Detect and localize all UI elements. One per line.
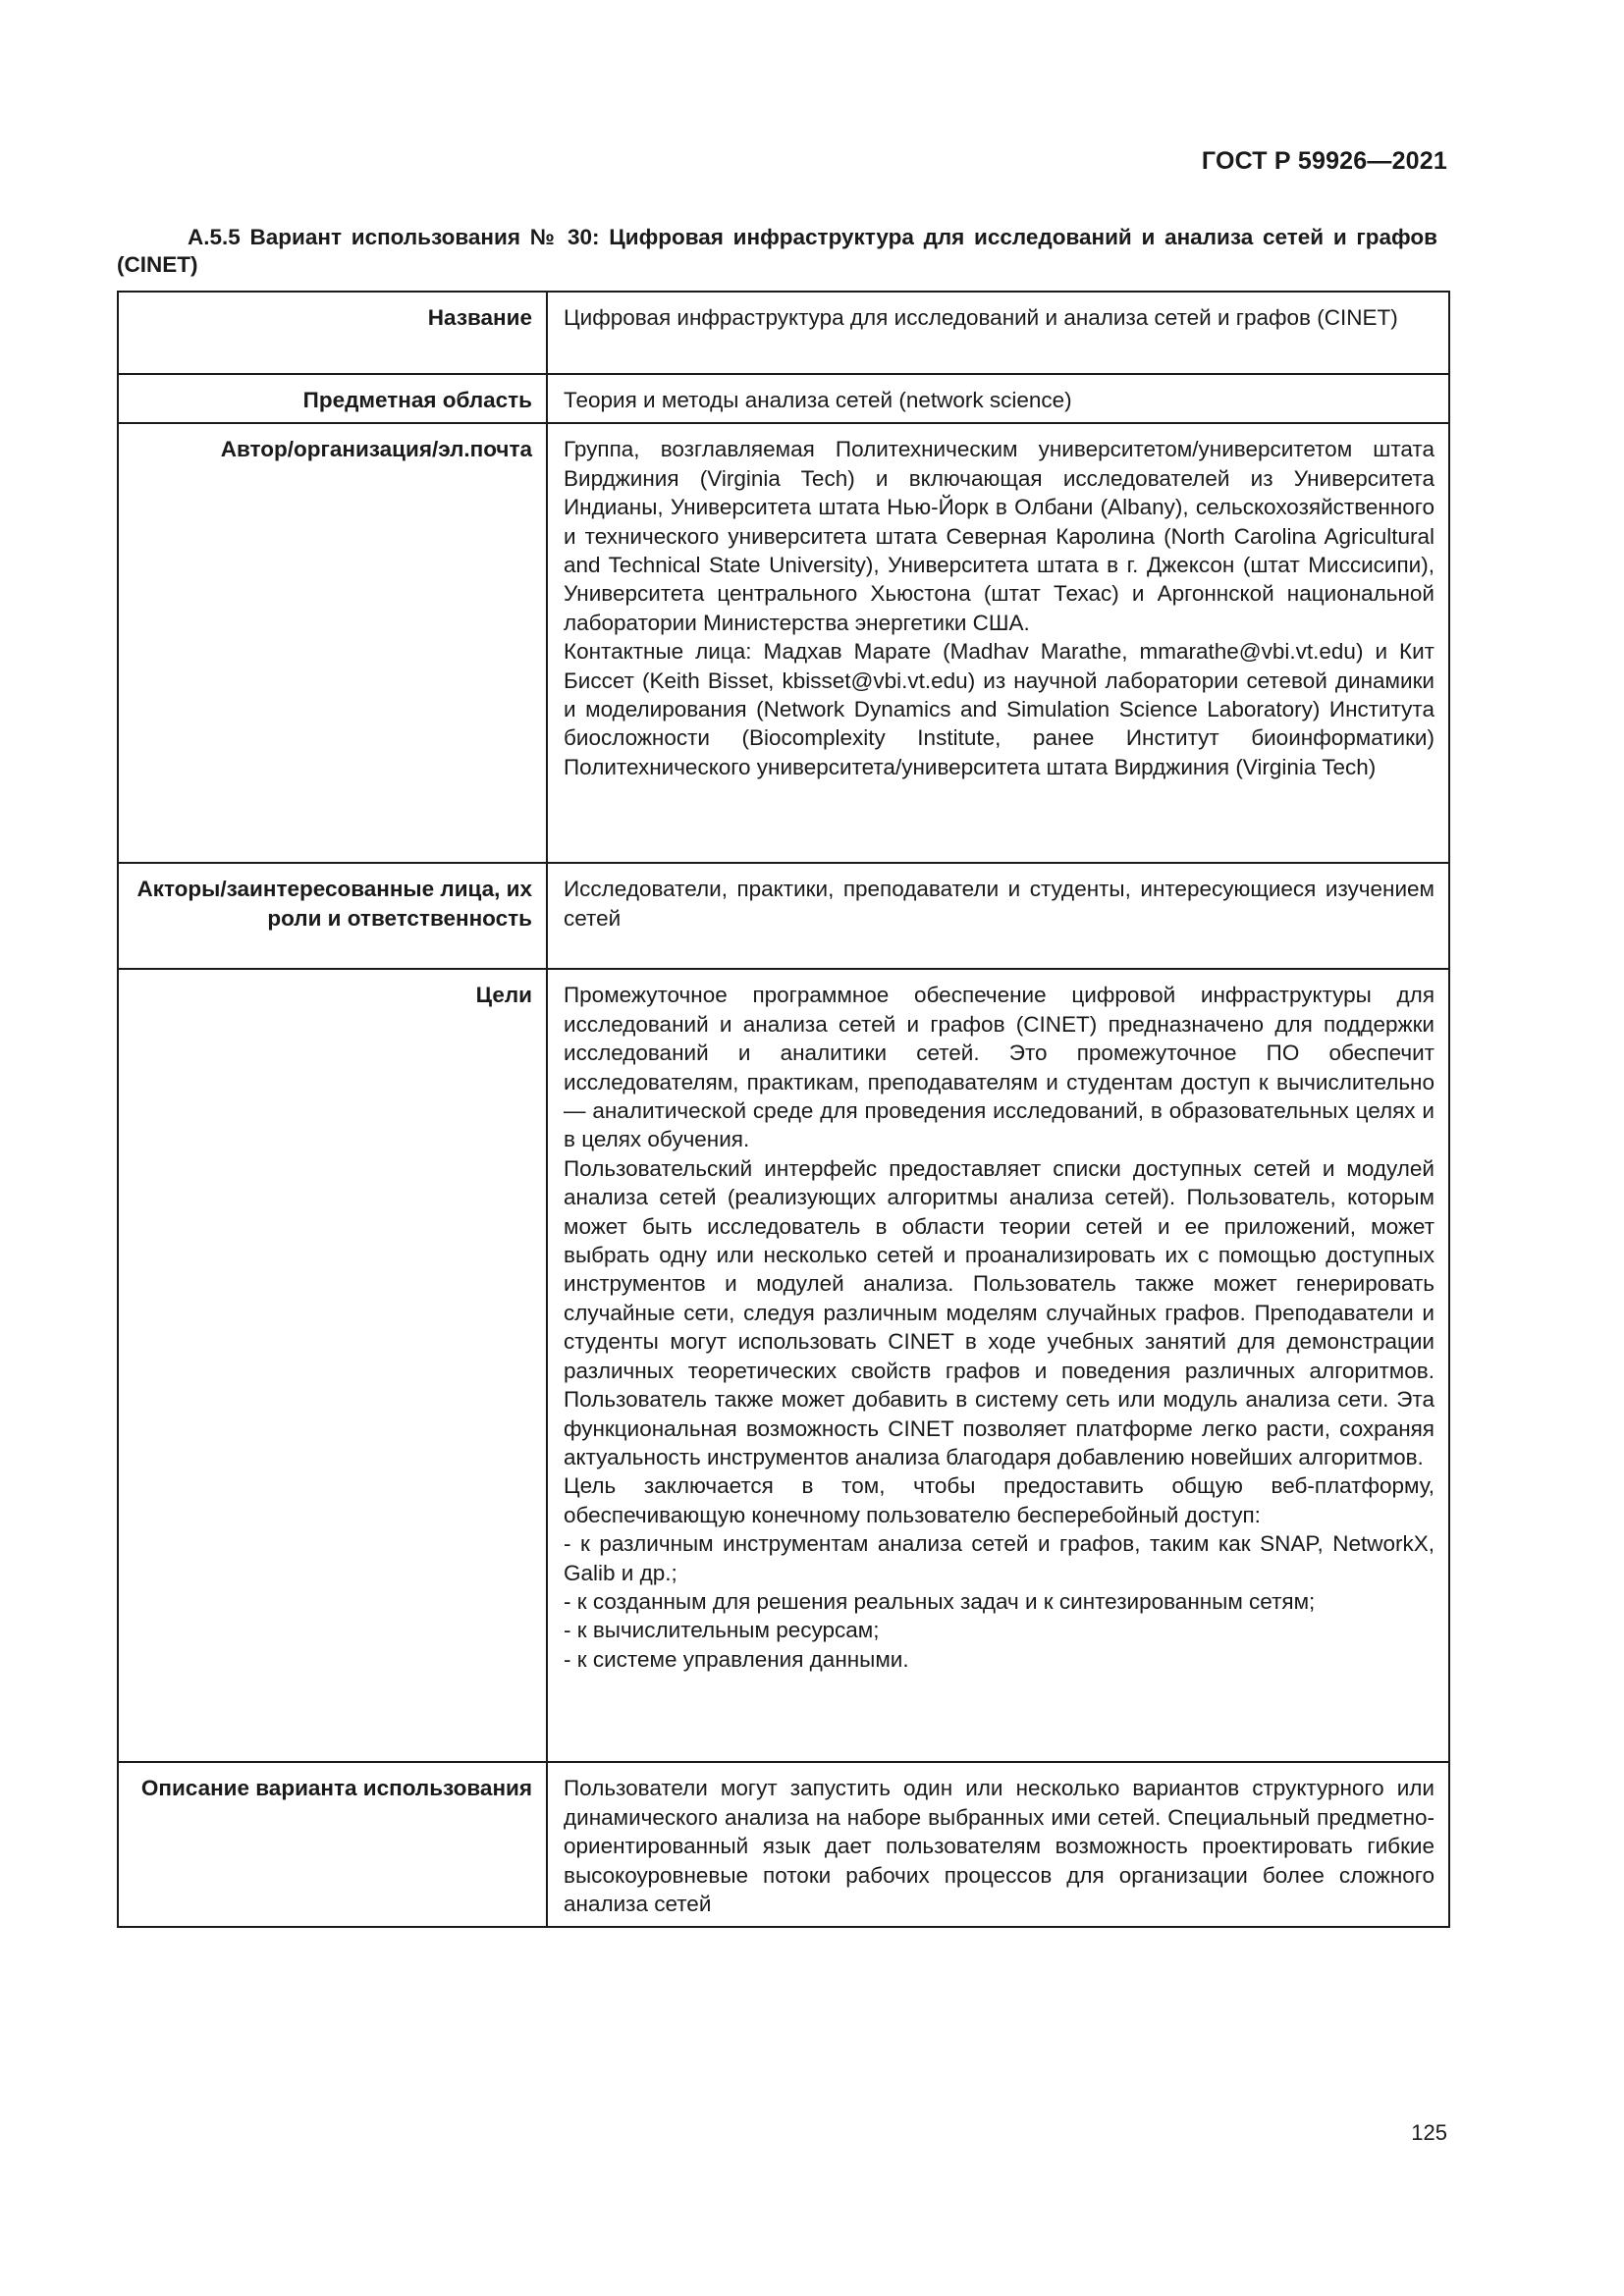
row-paragraph: Цифровая инфраструктура для исследований и анализа сетей и графов (CINET) [564, 305, 1398, 330]
row-paragraph: Группа, возглавляемая Политехническим университетом/университетом штата Вирджиния (Virginia Tech) и включающая исследователей из Университета Индианы, Университета штата Нью-Йорк в Олбани (Albany), сельскохозяйственного и технического университета штата Северная Каролина (North Carolina Agricultural and Technical State University), Университета штата в г. Джексон (штат Миссисипи), Университета центрального Хьюстона (штат Техас) и Аргоннской национальной лаборатории Министерства энергетики США. [564, 437, 1435, 635]
table-row-author [118, 423, 1449, 863]
section-heading: А.5.5 Вариант использования № 30: Цифровая инфраструктура для исследований и анализа сетей и графов (CINET) [117, 225, 1437, 277]
row-paragraph: Теория и методы анализа сетей (network science) [564, 388, 1072, 412]
row-label: Цели [118, 969, 547, 1762]
row-paragraph: Промежуточное программное обеспечение цифровой инфраструктуры для исследований и анализа сетей и графов (CINET) предназначено для поддержки исследований и аналитики сетей. Это промежуточное ПО обеспечит исследователям, практикам, преподавателям и студентам доступ к вычислительно — аналитической среде для проведения исследований, в образовательных целях и в целях обучения. [564, 983, 1435, 1152]
table-row-goals [118, 969, 1449, 1762]
table-row-description [118, 1762, 1449, 1927]
row-value [547, 969, 1449, 1762]
row-list-item: - к различным инструментам анализа сетей и графов, таким как SNAP, NetworkX, Galib и др.; [564, 1531, 1435, 1585]
page-number: 125 [1411, 2120, 1447, 2145]
row-paragraph: Пользовательский интерфейс предоставляет списки доступных сетей и модулей анализа сетей (реализующих алгоритмы анализа сетей). Пользователь, которым может быть исследователь в области теории сетей и ее приложений, может выбрать одну или несколько сетей и проанализировать их с помощью доступных инструментов и модулей анализа. Пользователь также может генерировать случайные сети, следуя различным моделям случайных графов. Преподаватели и студенты могут использовать CINET в ходе учебных занятий для демонстрации различных теоретических свойств графов и поведения различных алгоритмов. Пользователь также может добавить в систему сеть или модуль анализа сети. Эта функциональная возможность CINET позволяет платформе легко расти, сохраняя актуальность инструментов анализа благодаря добавлению новейших алгоритмов. [564, 1155, 1435, 1469]
table-row-subject-area [118, 374, 1449, 423]
row-list-item: - к системе управления данными. [564, 1646, 909, 1672]
row-label: Автор/организация/эл.почта [118, 423, 547, 863]
row-value [547, 423, 1449, 863]
row-label: Акторы/заинтересованные лица, их роли и ответственность [118, 863, 547, 969]
row-value [547, 863, 1449, 969]
row-value [547, 374, 1449, 423]
document-code: ГОСТ Р 59926—2021 [1201, 147, 1447, 175]
row-label: Предметная область [118, 374, 547, 423]
row-paragraph: Пользователи могут запустить один или несколько вариантов структурного или динамического анализа на наборе выбранных ими сетей. Специальный предметно-ориентированный язык дает пользователям возможность проектировать гибкие высокоуровневые потоки рабочих процессов для организации более сложного анализа сетей [564, 1776, 1435, 1917]
row-list-item: - к вычислительным ресурсам; [564, 1618, 880, 1643]
row-value [547, 292, 1449, 374]
table-row-name [118, 292, 1449, 374]
row-list-item: - к созданным для решения реальных задач и к синтезированным сетям; [564, 1588, 1316, 1614]
row-paragraph: Исследователи, практики, преподаватели и студенты, интересующиеся изучением сетей [564, 877, 1435, 931]
row-value [547, 1762, 1449, 1927]
table-row-actors [118, 863, 1449, 969]
row-label: Название [118, 292, 547, 374]
use-case-table [117, 291, 1450, 1928]
row-paragraph: Цель заключается в том, чтобы предоставить общую веб-платформу, обеспечивающую конечному пользователю бесперебойный доступ: [564, 1473, 1435, 1527]
row-label: Описание варианта использования [118, 1762, 547, 1927]
row-paragraph: Контактные лица: Мадхав Марате (Madhav Marathe, mmarathe@vbi.vt.edu) и Кит Биссет (Keith Bisset, kbisset@vbi.vt.edu) из научной лаборатории сетевой динамики и моделирования (Network Dynamics and Simulation Science Laboratory) Института биосложности (Biocomplexity Institute, ранее Институт биоинформатики) Политехнического университета/университета штата Вирджиния (Virginia Tech) [564, 639, 1435, 779]
